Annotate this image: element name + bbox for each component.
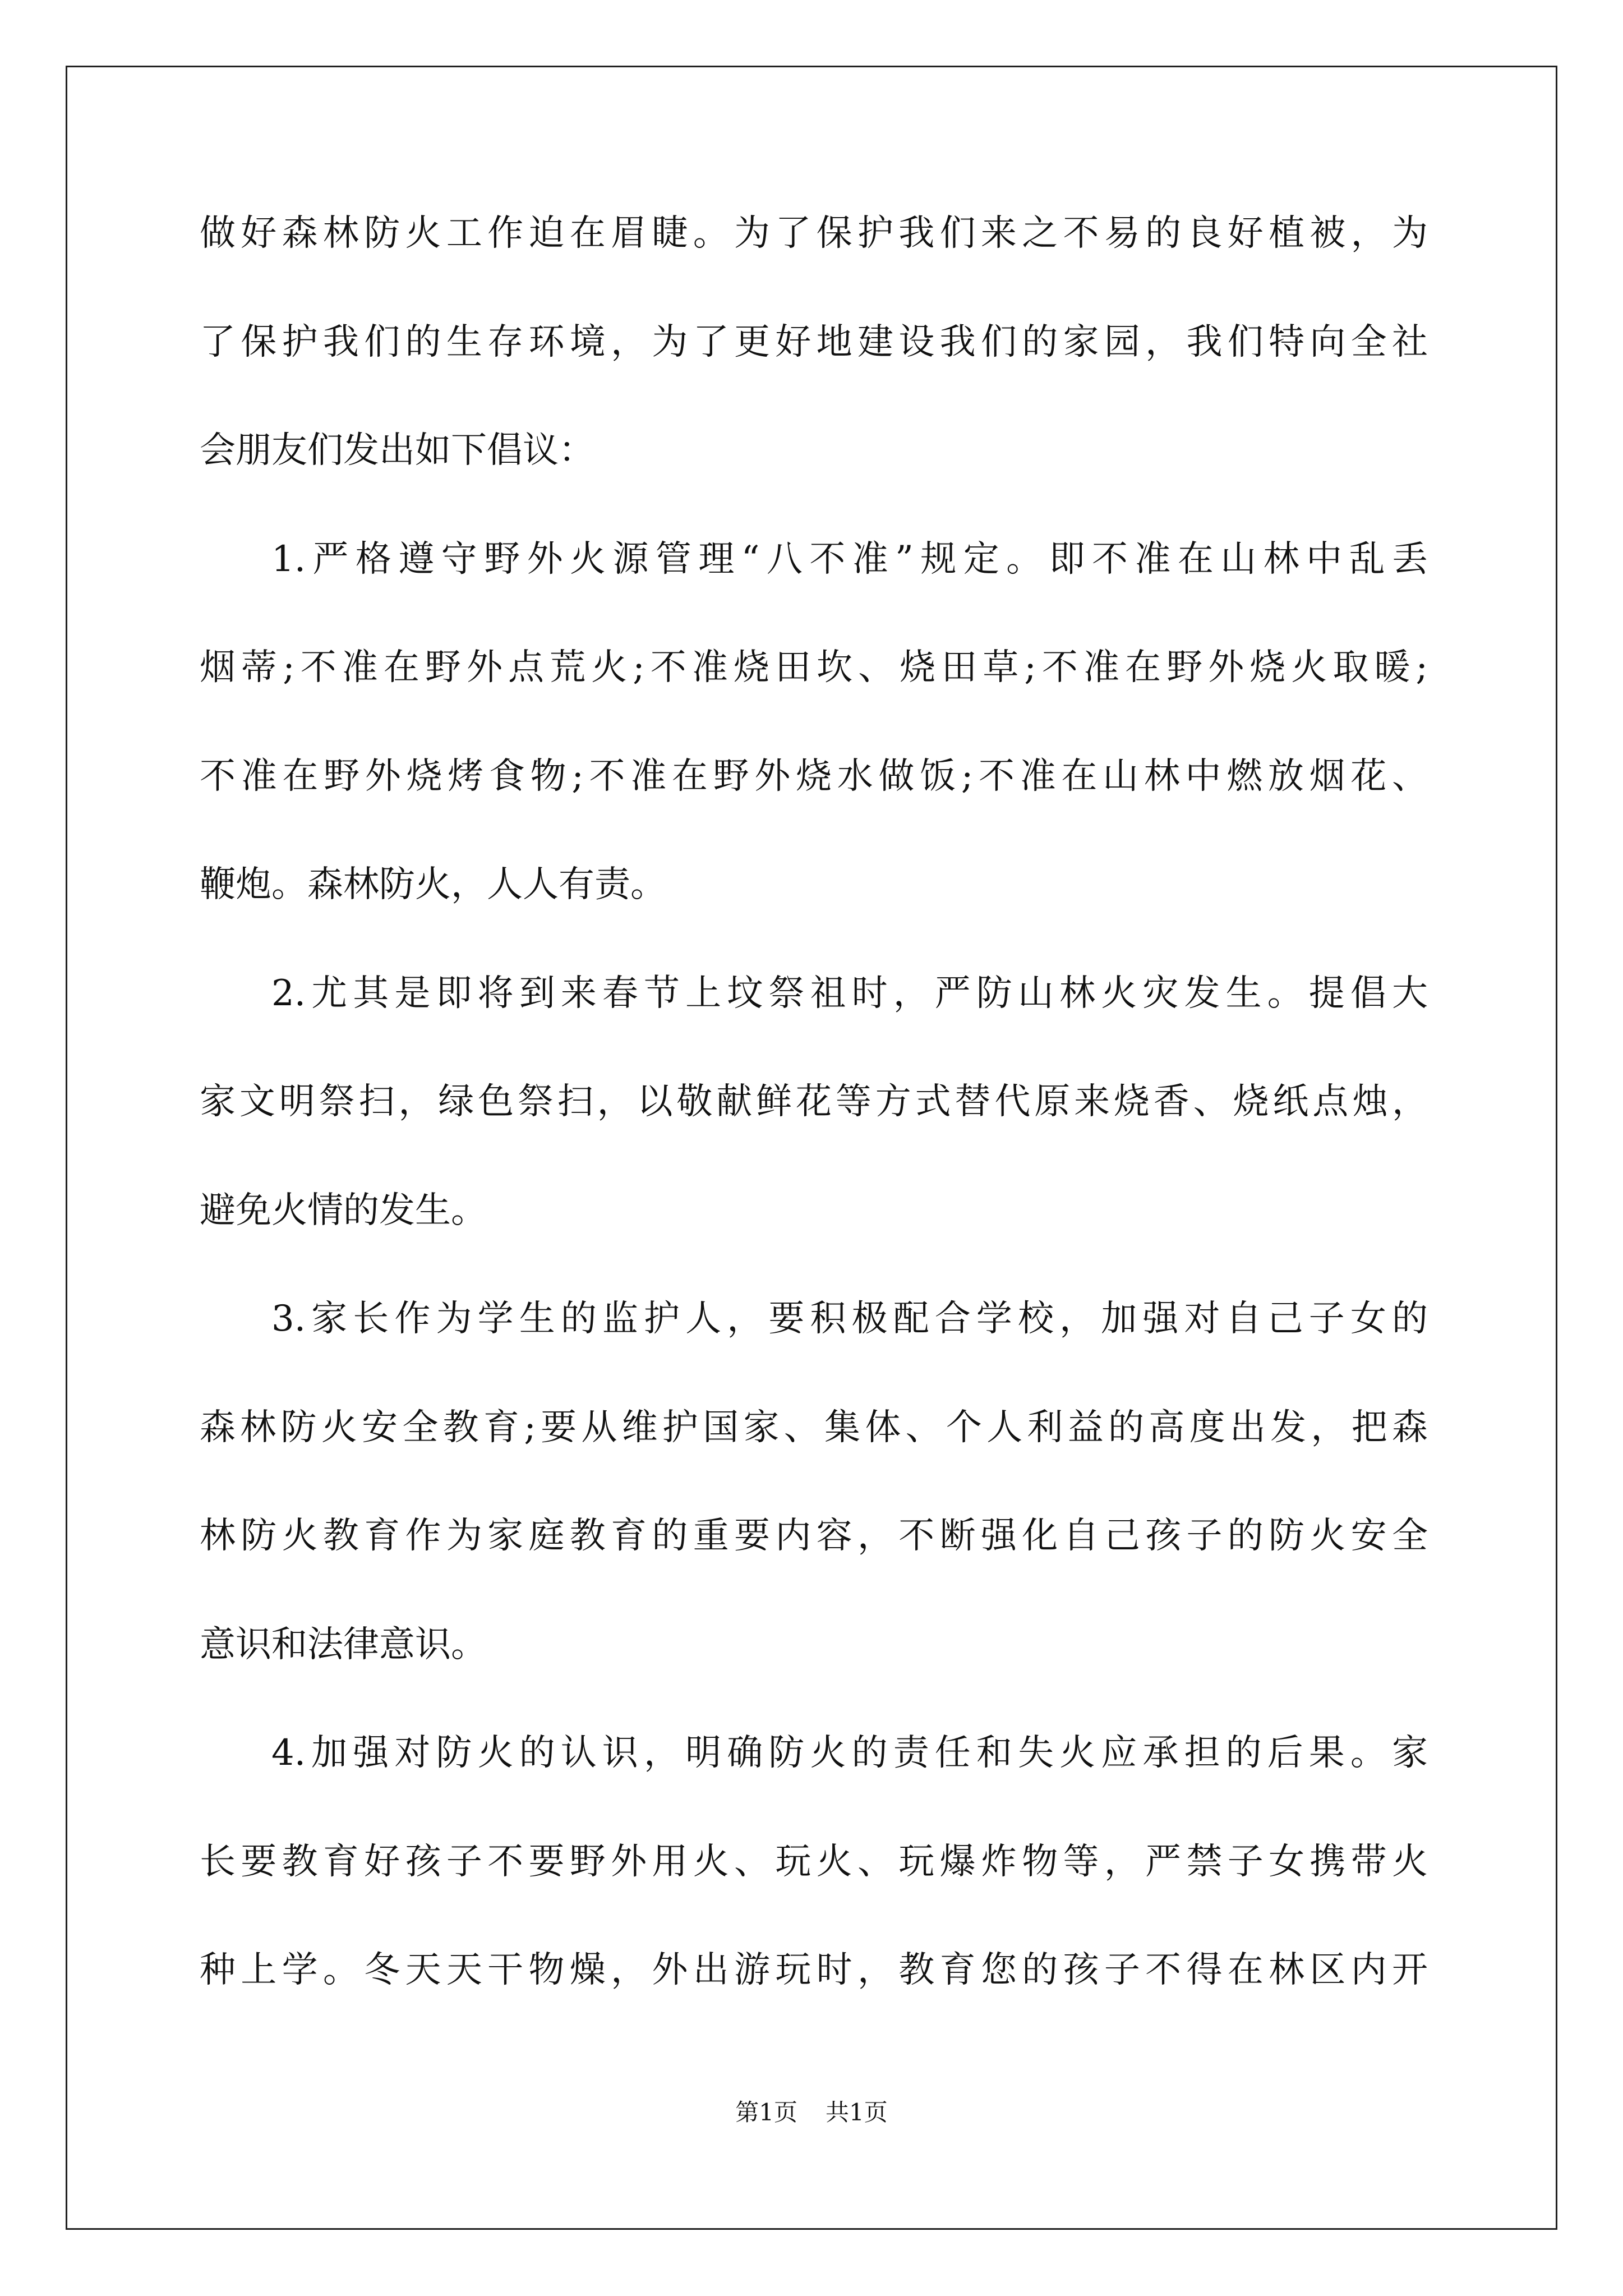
text-line: 4.加强对防火的认识，明确防火的责任和失火应承担的后果。家 <box>271 1732 1428 1774</box>
text-line: 森林防火安全教育;要从维护国家、集体、个人利益的高度出发，把森 <box>200 1406 1428 1448</box>
text-line: 鞭炮。森林防火，人人有责。 <box>200 864 666 905</box>
text-line: 做好森林防火工作迫在眉睫。为了保护我们来之不易的良好植被，为 <box>200 213 1428 254</box>
page-total: 共1页 <box>826 2099 888 2126</box>
text-line: 林防火教育作为家庭教育的重要内容，不断强化自己孩子的防火安全 <box>200 1515 1428 1557</box>
document-body <box>200 206 1428 2052</box>
text-line: 2.尤其是即将到来春节上坟祭祖时，严防山林火灾发生。提倡大 <box>271 972 1428 1014</box>
text-line: 会朋友们发出如下倡议： <box>200 430 594 471</box>
text-line: 避免火情的发生。 <box>200 1189 487 1231</box>
text-line: 了保护我们的生存环境，为了更好地建设我们的家园，我们特向全社 <box>200 321 1428 363</box>
text-line: 种上学。冬天天干物燥，外出游玩时，教育您的孩子不得在林区内开 <box>200 1949 1428 1991</box>
text-line: 不准在野外烧烤食物;不准在野外烧水做饭;不准在山林中燃放烟花、 <box>200 755 1428 797</box>
text-line: 长要教育好孩子不要野外用火、玩火、玩爆炸物等，严禁子女携带火 <box>200 1841 1428 1883</box>
text-line: 家文明祭扫，绿色祭扫，以敬献鲜花等方式替代原来烧香、烧纸点烛， <box>200 1081 1428 1122</box>
text-line: 3.家长作为学生的监护人，要积极配合学校，加强对自己子女的 <box>271 1298 1428 1340</box>
text-line: 意识和法律意识。 <box>200 1623 487 1665</box>
text-line: 烟蒂;不准在野外点荒火;不准烧田坎、烧田草;不准在野外烧火取暖; <box>200 647 1428 688</box>
page-number: 第1页 <box>735 2099 797 2126</box>
page-footer <box>0 2096 1623 2129</box>
text-line: 1.严格遵守野外火源管理“八不准”规定。即不准在山林中乱丢 <box>271 538 1428 580</box>
